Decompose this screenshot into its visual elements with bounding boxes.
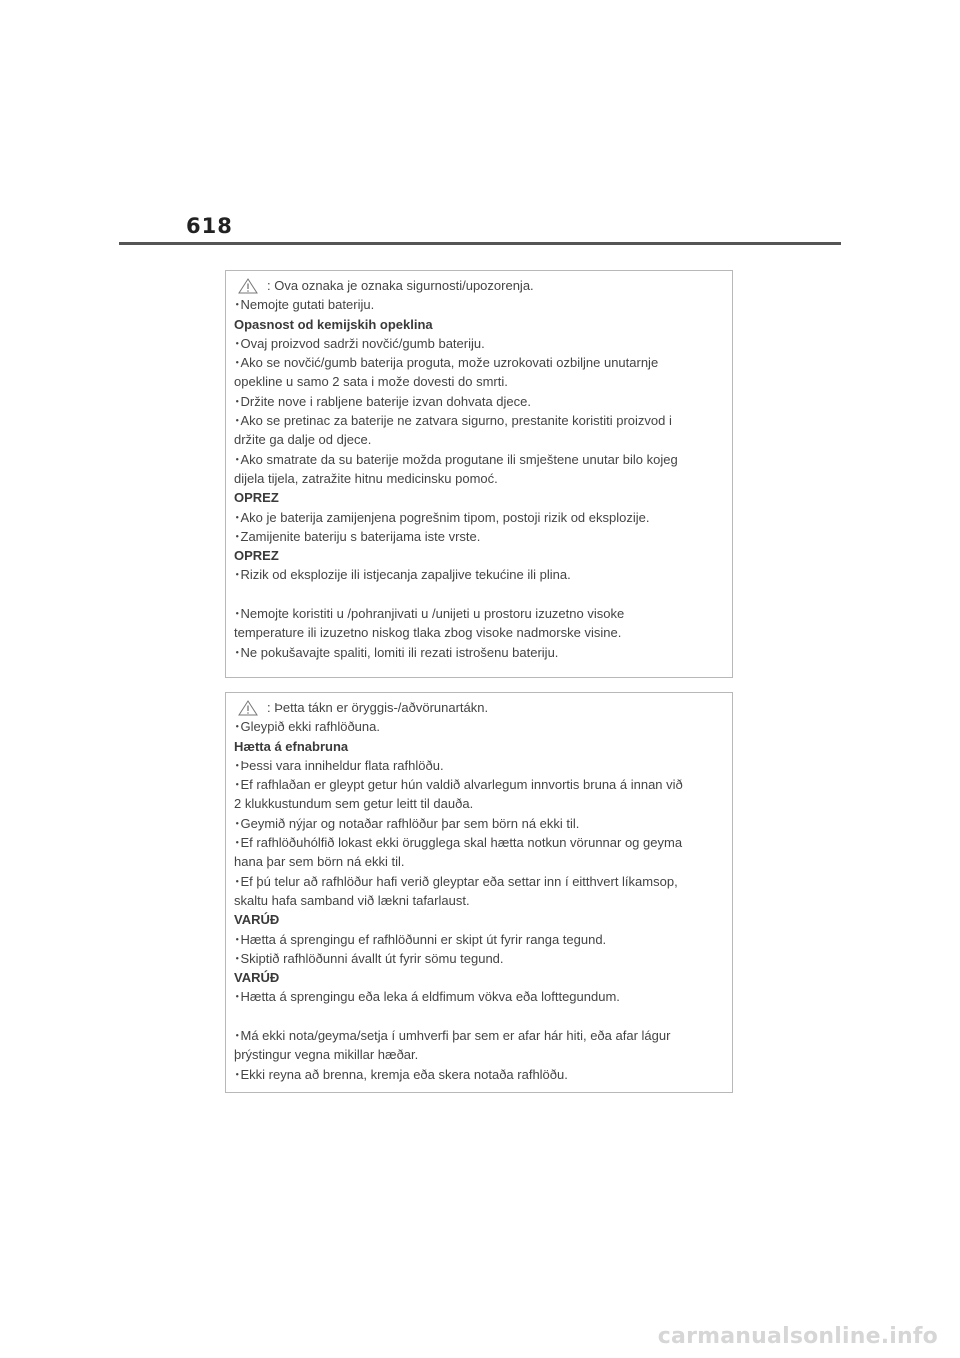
text-line: ･Ako smatrate da su baterije možda progutane ili smještene unutar bilo kojeg — [234, 451, 678, 467]
blank-line — [234, 1007, 724, 1026]
text-line: ･Skiptið rafhlöðunni ávallt út fyrir sömu tegund. — [234, 950, 504, 966]
section-heading: VARÚÐ — [234, 912, 280, 928]
croatian-lines — [234, 295, 724, 662]
text-line: ･Hætta á sprengingu ef rafhlöðunni er skipt út fyrir ranga tegund. — [234, 931, 607, 947]
text-line: þrýstingur vegna mikillar hæðar. — [234, 1047, 419, 1063]
icelandic-lines — [234, 717, 724, 1084]
text-line: ･Ef rafhlaðan er gleypt getur hún valdið alvarlegum innvortis bruna á innan við — [234, 777, 683, 793]
section-heading: OPREZ — [234, 548, 279, 564]
warning-triangle-icon — [238, 278, 258, 294]
watermark: carmanualsonline.info — [657, 1324, 938, 1349]
section-heading: VARÚÐ — [234, 970, 280, 986]
text-line: ･Ef rafhlöðuhólfið lokast ekki örugglega skal hætta notkun vörunnar og geyma — [234, 835, 683, 851]
warning-symbol-text: : Þetta tákn er öryggis-/aðvörunartákn. — [267, 700, 489, 715]
section-heading: Hætta á efnabruna — [234, 738, 349, 754]
icelandic-warning-box — [225, 692, 733, 1093]
text-line: ･Þessi vara inniheldur flata rafhlöðu. — [234, 757, 444, 773]
text-line: ･Ne pokušavajte spaliti, lomiti ili rezati istrošenu bateriju. — [234, 644, 559, 660]
text-line: ･Ako je baterija zamijenjena pogrešnim tipom, postoji rizik od eksplozije. — [234, 509, 650, 525]
text-line: 2 klukkustundum sem getur leitt til dauða. — [234, 796, 474, 812]
text-line: temperature ili izuzetno niskog tlaka zbog visoke nadmorske visine. — [234, 625, 622, 641]
warning-symbol-line — [234, 698, 724, 717]
text-line: opekline u samo 2 sata i može dovesti do smrti. — [234, 374, 508, 390]
blank-line — [234, 585, 724, 604]
text-line: ･Nemojte koristiti u /pohranjivati u /unijeti u prostoru izuzetno visoke — [234, 606, 625, 622]
text-line: dijela tijela, zatražite hitnu medicinsku pomoć. — [234, 470, 498, 486]
text-line: hana þar sem börn ná ekki til. — [234, 854, 405, 870]
warning-symbol-line — [234, 276, 724, 295]
text-line: ･Držite nove i rabljene baterije izvan dohvata djece. — [234, 393, 532, 409]
warning-triangle-icon — [238, 700, 258, 716]
page-number: 618 — [186, 214, 233, 238]
text-line: ･Ekki reyna að brenna, kremja eða skera notaða rafhlöðu. — [234, 1066, 568, 1082]
text-line: skaltu hafa samband við lækni tafarlaust. — [234, 892, 470, 908]
section-heading: OPREZ — [234, 490, 279, 506]
text-line: ･Ako se novčić/gumb baterija proguta, može uzrokovati ozbiljne unutarnje — [234, 355, 659, 371]
text-line: ･Geymið nýjar og notaðar rafhlöður þar sem börn ná ekki til. — [234, 815, 580, 831]
warning-symbol-text: : Ova oznaka je oznaka sigurnosti/upozorenja. — [267, 278, 534, 293]
header-rule — [119, 242, 841, 245]
text-line: ･Rizik od eksplozije ili istjecanja zapaljive tekućine ili plina. — [234, 567, 571, 583]
section-heading: Opasnost od kemijskih opeklina — [234, 316, 433, 332]
text-line: ･Má ekki nota/geyma/setja í umhverfi þar sem er afar hár hiti, eða afar lágur — [234, 1028, 671, 1044]
text-line: ･Hætta á sprengingu eða leka á eldfimum vökva eða lofttegundum. — [234, 989, 620, 1005]
text-line: ･Ef þú telur að rafhlöður hafi verið gleyptar eða settar inn í eitthvert líkamsop, — [234, 873, 678, 889]
text-line: ･Gleypið ekki rafhlöðuna. — [234, 719, 380, 735]
text-line: ･Ovaj proizvod sadrži novčić/gumb bateriju. — [234, 335, 485, 351]
croatian-warning-box — [225, 270, 733, 678]
text-line: ･Zamijenite bateriju s baterijama iste vrste. — [234, 528, 481, 544]
text-line: držite ga dalje od djece. — [234, 432, 372, 448]
text-line: ･Ako se pretinac za baterije ne zatvara sigurno, prestanite koristiti proizvod i — [234, 413, 672, 429]
text-line: ･Nemojte gutati bateriju. — [234, 297, 375, 313]
